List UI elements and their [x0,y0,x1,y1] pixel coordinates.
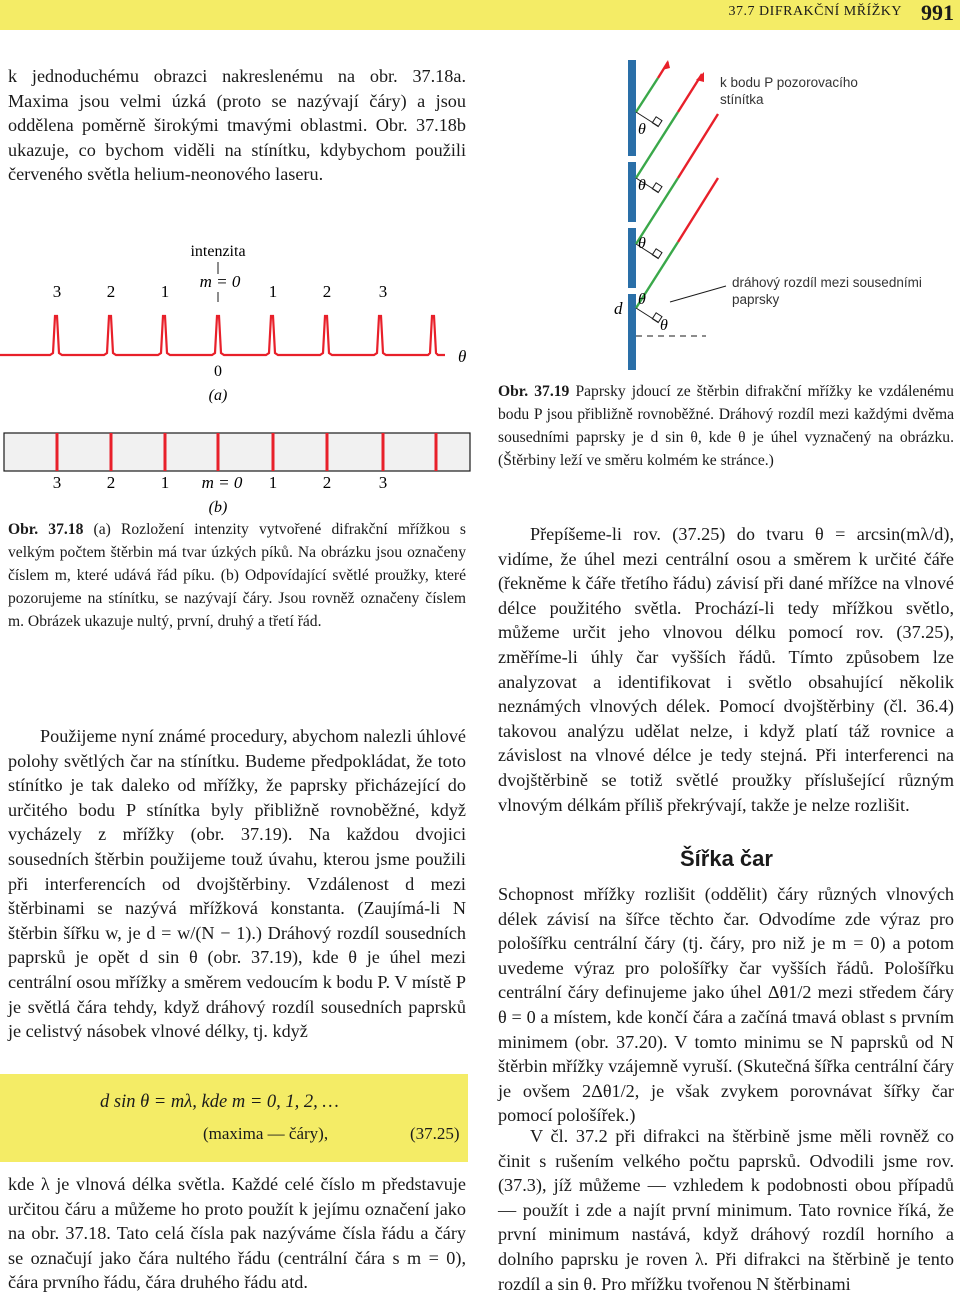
figure-37-18 [0,232,478,517]
figure-37-18-caption [8,518,466,633]
svg-text:θ: θ [638,291,646,308]
svg-text:θ: θ [638,177,646,194]
equation-box [0,1074,468,1162]
order-label: 2 [322,282,332,301]
order-label: 1 [160,282,170,301]
equation-number: (37.25) [410,1124,460,1143]
order-label: 2 [106,473,116,492]
ray [678,114,718,178]
screen-strip [4,433,470,471]
caption-label: Obr. 37.19 [498,383,570,400]
page-header [0,0,960,30]
ray-arrows [662,60,704,82]
caption-text: Paprsky jdoucí ze štěrbin difrakční mřížky ke vzdálenému bodu P jsou přibližně rovnoběžné. Dráhový rozdíl mezi každými dvěma sousedními paprsky je d sin θ, kde θ je úhel vyznačený na obrázku. (Štěrbiny leží ve směru kolmém ke stránce.) [498,383,954,469]
intensity-label: intenzita [190,243,246,260]
paragraph-right-3: V čl. 37.2 při difrakci na štěrbině jsme měli rovněž co činit s rušením velkého počtu paprsků. Odvodili jsme rov. (37.3), jíž můžeme — vzhledem k podobnosti obou případů — použít i zde a najít první minimum. Tato rovnice říká, že první minimum nastává, když dráhový rozdíl horního a dolního paprsku je roven λ. Při difrakci na štěrbině je tento rozdíl a sin θ. Pro mřížku tvořenou N štěrbinami [498,1126,954,1294]
order-label: 3 [52,282,62,301]
figure-37-19-caption [498,380,954,472]
intensity-curve [0,316,445,355]
svg-text:θ: θ [660,317,668,334]
equation-note: (maxima — čáry), [203,1124,329,1143]
page-number: 991 [921,0,954,25]
order-label: 3 [52,473,62,492]
order-label: 2 [106,282,116,301]
subfigure-a-label: (a) [208,387,228,404]
zero-label: 0 [214,363,222,380]
svg-text:θ: θ [638,235,646,252]
label-path-difference: dráhový rozdíl mezi sousedními paprsky [732,275,922,307]
paragraph-left-after-equation: kde λ je vlnová délka světla. Každé celé číslo m představuje určitou čáru a můžeme ho proto použít k jejímu označení jako na obr. 37.18. Tato celá čísla pak nazýváme čísla řádu a čáry se označují jako čára nultého řádu (centrální čára s m = 0), čára prvního řádu, čára druhého řádu atd. [8,1174,466,1293]
subfigure-b-label: (b) [208,499,228,516]
paragraph-left-main: Použijeme nyní známé procedury, abychom nalezli úhlové polohy světlých čar na stínítku. Budeme předpokládat, že toto stínítko je tak daleko od mřížky, že paprsky přicházející do určitého bodu P stínítka byly přibližně rovnoběžné, když vycházely z mřížky (obr. 37.19). Na každou dvojici sousedních štěrbin použijeme touž úvahu, kterou jsme použili při interferencích od dvojštěrbiny. Vzdálenost d mezi štěrbinami se nazývá mřížková konstanta. (Zaujímá-li N štěrbin šířku w, je d = w/(N − 1).) Dráhový rozdíl sousedních paprsků je opět d sin θ (obr. 37.19), kde θ je úhel mezi centrální osou mřížky a směrem vedoucím k bodu P. V místě P je světlá čára tehdy, když dráhový rozdíl sousedních paprsků je celistvý násobek vlnové délky, tj. když [8,726,466,1042]
order-labels-b [53,473,388,492]
section-heading: Šířka čar [680,846,773,871]
order-label: 3 [378,282,388,301]
equation-main: d sin θ = mλ, kde m = 0, 1, 2, … [100,1092,339,1112]
paragraph-right-1: Přepíšeme-li rov. (37.25) do tvaru θ = arcsin(mλ/d), vidíme, že úhel mezi centrální osou a směrem k určité čáře (řekněme k čáře třetího řádu) závisí při dané mřížce na vlnové délce použitého světla. Prochází-li tedy mřížkou světlo, můžeme určit jeho vlnovou délku pomocí rov. (37.25), změříme-li úhly čar vyšších řádů. Tímto způsobem lze analyzovat a identifikovat i světlo obsahující několik neznámých vlnových délek. Pomocí dvojštěrbiny (čl. 36.4) takovou analýzu udělat nelze, i když platí táž rovnice a závislost na vlnové délce je tedy stejná. Při interferenci na dvojštěrbině se totiž světlé proužky příslušející různým vlnovým délkám příliš překrývají, takže je nelze rozlišit. [498,524,954,815]
caption-text: (a) Rozložení intenzity vytvořené difrakční mřížkou s velkým počtem štěrbin má tvar úzkých píků. Na obrázku jsou označeny číslem m, které udává řád píku. (b) Odpovídající světlé proužky, které pozorujeme na stínítku, se nazývají čáry. Jsou rovněž označeny číslem m. Obrázek ukazuje nultý, první, druhý a třetí řád. [8,521,466,630]
d-label: d [614,299,623,318]
svg-text:θ: θ [638,121,646,138]
m-zero-label-a: m = 0 [199,272,241,291]
ray [678,178,718,242]
rays [636,62,718,308]
theta-axis-label: θ [458,347,467,366]
path-diff-pointer [670,286,726,302]
order-label: 3 [378,473,388,492]
order-label: 1 [268,473,278,492]
order-label: 1 [268,282,278,301]
order-label: 2 [322,473,332,492]
paragraph-right-2: Schopnost mřížky rozlišit (oddělit) čáry různých vlnových délek závisí na šířce těchto čar. Odvodíme zde výraz pro pološířku centrální čáry (tj. čáry, pro niž je m = 0) a potom uvedeme výraz pro pološířky čar vyšších řádů. Pološířku centrální čáry definujeme jako úhel Δθ1/2 mezi středem čáry θ = 0 a místem, kde končí čára a začíná tmavá oblast s prvním minimem (obr. 37.20). V tomto minimu se N paprsků od N štěrbin mřížky vzájemně vyruší. (Skutečná šířka centrální čáry je ovšem 2Δθ1/2, je však zvykem porovnávat šířky čar pomocí pološířek.) [498,884,954,1126]
m-zero-label-b: m = 0 [201,473,243,492]
caption-label: Obr. 37.18 [8,521,84,538]
ray-path-diff [636,78,658,112]
figure-37-19 [590,56,960,376]
intro-paragraph: k jednoduchému obrazci nakreslenému na obr. 37.18a. Maxima jsou velmi úzká (proto se nazývají čáry) a jsou oddělena poměrně širokými tmavými oblastmi. Obr. 37.18b ukazuje, co bychom viděli na stínítku, kdybychom použili červeného světla helium-neonového laseru. [8,66,466,185]
label-point-P: k bodu P pozorovacího stínítka [720,75,858,107]
running-section-title: 37.7 DIFRAKČNÍ MŘÍŽKY [728,4,902,19]
order-label: 1 [160,473,170,492]
grating-bar [628,60,636,370]
